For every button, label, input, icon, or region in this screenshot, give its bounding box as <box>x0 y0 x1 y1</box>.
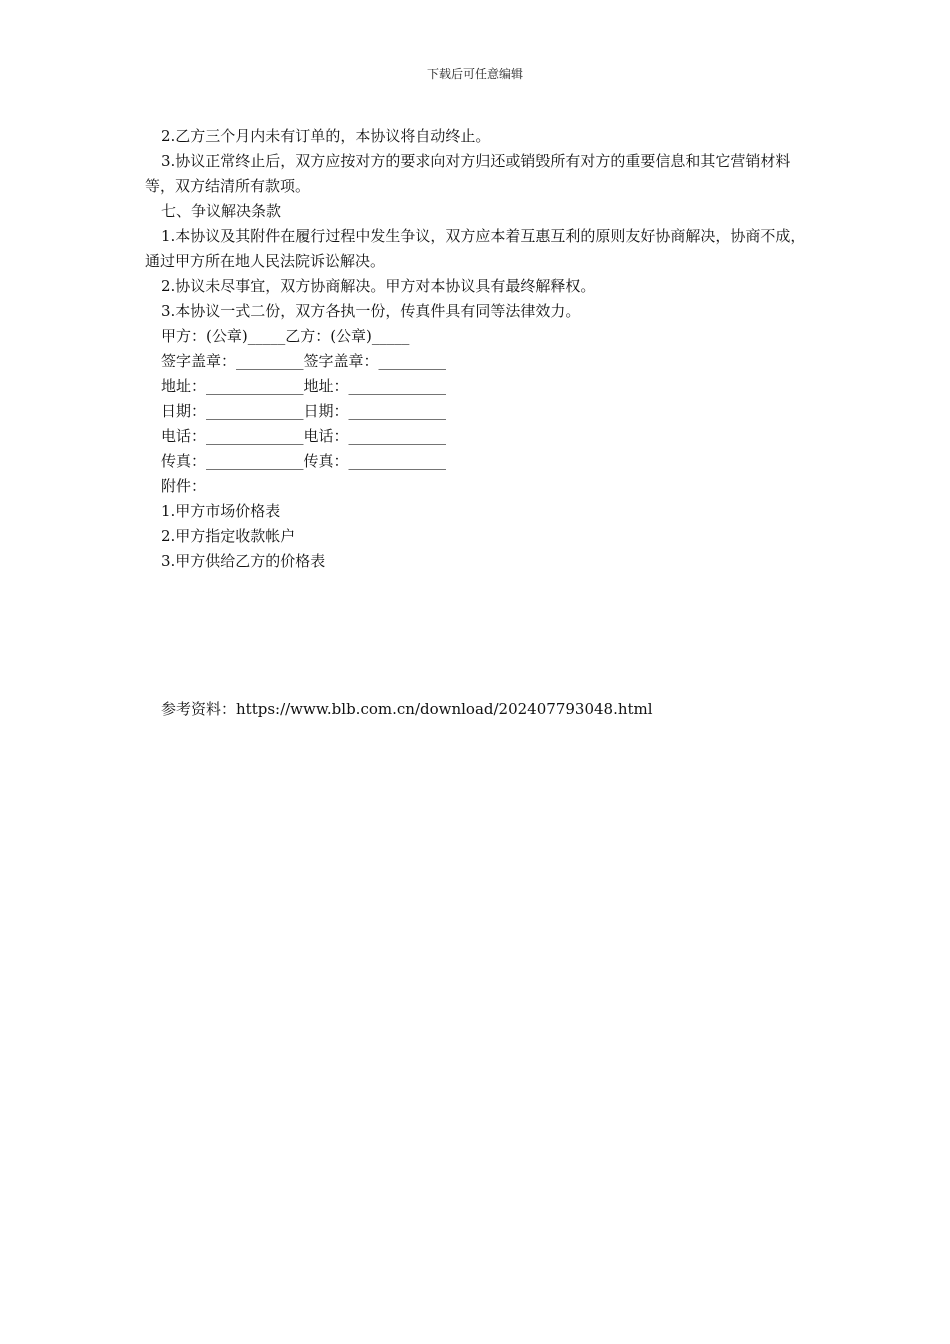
attachments-title: 附件： <box>161 477 207 495</box>
clause-7-item-3: 3.本协议一式二份，双方各执一份，传真件具有同等法律效力。 <box>161 302 581 320</box>
signature-seal-row: 签字盖章：_________签字盖章：_________ <box>161 352 447 370</box>
clause-6-item-2: 2.乙方三个月内未有订单的，本协议将自动终止。 <box>161 127 491 145</box>
attachment-item: 1.甲方市场价格表 <box>161 502 281 520</box>
reference-link: 参考资料：https://www.blb.com.cn/download/202407793048.html <box>161 700 653 718</box>
section-7-title: 七、争议解决条款 <box>161 202 282 220</box>
clause-7-item-2: 2.协议未尽事宜，双方协商解决。甲方对本协议具有最终解释权。 <box>161 277 596 295</box>
header-note: 下载后可任意编辑 <box>426 67 523 81</box>
clause-6-item-3: 3.协议正常终止后，双方应按对方的要求向对方归还或销毁所有对方的重要信息和其它营销材料等，双方结清所有款项。 <box>145 152 791 195</box>
attachment-item: 2.甲方指定收款帐户 <box>161 527 296 545</box>
signature-fax-row: 传真：_____________传真：_____________ <box>161 452 447 470</box>
document-body <box>145 124 810 574</box>
attachment-item: 3.甲方供给乙方的价格表 <box>161 552 326 570</box>
clause-7-item-1: 1.本协议及其附件在履行过程中发生争议，双方应本着互惠互利的原则友好协商解决，协商不成，通过甲方所在地人民法院诉讼解决。 <box>145 227 806 270</box>
signature-party-row: 甲方：(公章)_____乙方：(公章)_____ <box>161 327 410 345</box>
signature-address-row: 地址：_____________地址：_____________ <box>161 377 447 395</box>
signature-date-row: 日期：_____________日期：_____________ <box>161 402 447 420</box>
signature-phone-row: 电话：_____________电话：_____________ <box>161 427 447 445</box>
